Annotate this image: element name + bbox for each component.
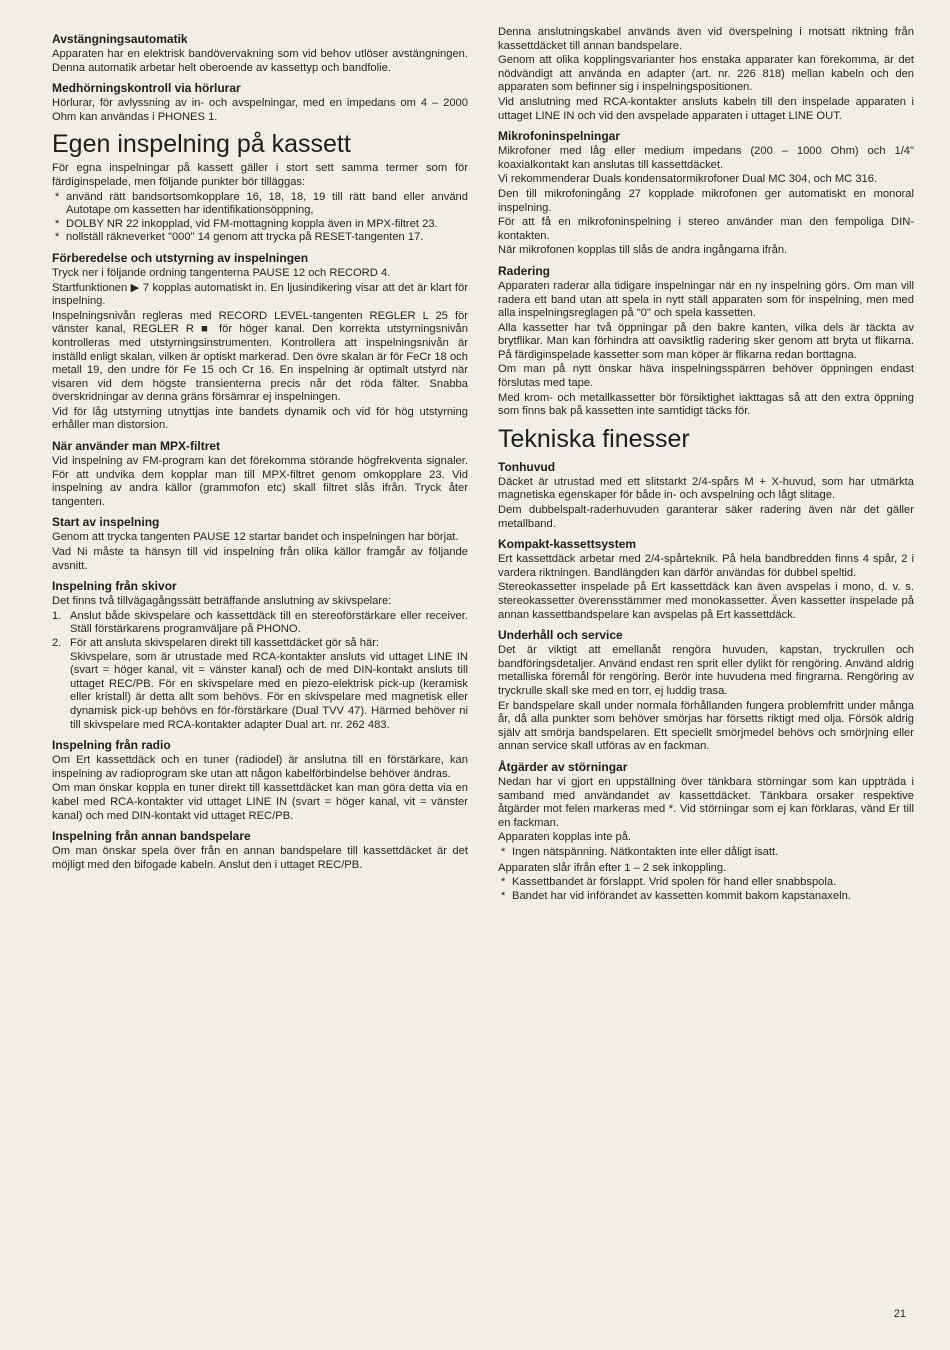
item-text: Anslut både skivspelare och kassettdäck till en stereoförstärkare eller receiver. Ställ förstärkarens programväljare på PHONO. [70,609,468,636]
paragraph: Vid inspelning av FM-program kan det förekomma störande högfrekventa signaler. För att undvika dem kopplar man till MPX-filtret genom omkopplare 23. Vid inspelning av andra källor (grammofon etc) skall filtret slås ifrån. Tryck åter tangenten. [52,455,468,508]
bullet-list [498,846,914,860]
paragraph: Tryck ner i följande ordning tangenterna PAUSE 12 och RECORD 4. [52,266,391,279]
paragraph: Skivspelare, som är utrustade med RCA-kontakter ansluts vid uttaget LINE IN (svart = höger kanal, vit = vänster kanal) och de med DIN-kontakt ansluts till uttaget REC/PB. För en skivspelare med en piezo-elektrisk pick-up (keramisk eller kristall) är detta allt som behövs. För en skivspelare med magnetisk eller dynamisk pick-up behövs en för-förstärkare (Dual TVV 47). Härmed behöver ni till skivspelare med RCA-kontakter adapter Dual art. nr. 262 483. [70,650,468,731]
numbered-list [52,610,468,651]
subheading: När använder man MPX-filtret [52,439,221,454]
paragraph: Om man önskar spela över från en annan bandspelare till kassettdäcket är det möjligt med den bifogade kabeln. Anslut den i uttaget REC/PB. [52,845,468,871]
page-number: 21 [893,1308,906,1320]
paragraph: Det finns två tillvägagångssätt beträffande anslutning av skivspelare: [52,595,392,608]
paragraph: Alla kassetter har två öppningar på den bakre kanten, vilka dels är täckta av brytflikar. Man kan förhindra att oavsiktlig radering sker genom att bryta ut flikarna. På färdiginspelade kassetter som man köper är flikarna redan borttagna. [498,321,914,361]
right-column [498,26,914,905]
paragraph: Dem dubbelspalt-raderhuvuden garanterar säker radering även när det gäller metallband. [498,504,914,530]
bullet-list [52,191,468,245]
paragraph: Om man på nytt önskar häva inspelningsspärren behöver öppningen endast förslutas med tape. [498,363,914,390]
paragraph: Med krom- och metallkassetter bör försiktighet iakttagas så att den extra öppning som finns bak på kassetten inte samtidigt täcks för. [498,391,914,418]
subheading: Underhåll och service [498,628,623,643]
subheading: Mikrofoninspelningar [498,129,621,144]
paragraph: Apparaten har en elektrisk bandövervakning som vid behov utlöser avstängningen. Denna automatik arbetar helt oberoende av kassettyp och bandfolie. [52,48,468,74]
list-item: * DOLBY NR 22 inkopplad, vid FM-mottagning koppla även in MPX-filtret 23. [52,218,468,232]
paragraph: Apparaten slår ifrån efter 1 – 2 sek inkoppling. [498,861,727,874]
paragraph: Apparaten kopplas inte på. [498,831,632,844]
subheading: Inspelning från skivor [52,579,177,594]
paragraph: Vid anslutning med RCA-kontakter ansluts kabeln till den inspelade apparaten i uttaget LINE IN och vid den avspelade apparaten i uttaget LINE OUT. [498,95,914,122]
list-item [52,610,468,637]
paragraph: Genom att trycka tangenten PAUSE 12 startar bandet och inspelningen har börjat. [52,531,459,544]
paragraph: Mikrofoner med låg eller medium impedans (200 – 1000 Ohm) och 1/4" koaxialkontakt kan anslutas till kassettdäcket. [498,145,914,171]
paragraph: Ert kassettdäck arbetar med 2/4-spårteknik. På hela bandbredden finns 4 spår, 2 i vardera riktningen. Bandlängden kan därför användas för dubbel speltid. [498,553,914,579]
subheading: Kompakt-kassettsystem [498,537,637,552]
list-item: * Ingen nätspänning. Nätkontakten inte eller dåligt isatt. [498,846,914,860]
paragraph: Hörlurar, för avlyssning av in- och avspelningar, med en impedans om 4 – 2000 Ohm kan användas i PHONES 1. [52,97,468,123]
paragraph: Vi rekommenderar Duals kondensatormikrofoner Dual MC 304, och MC 316. [498,173,878,186]
list-item: * Kassettbandet är förslappt. Vrid spolen för hand eller snabbspola. [498,876,914,890]
subheading: Start av inspelning [52,515,160,530]
paragraph: Om man önskar koppla en tuner direkt till kassettdäcket kan man göra detta via en kabel med RCA-kontakter vid uttaget LINE IN (svart = höger kanal, vit = vänster kanal) och med DIN-kontakt vid uttaget REC/PB. [52,782,468,822]
paragraph: Er bandspelare skall under normala förhållanden fungera problemfritt under många år, då alla punkter som behöver smörjas har försetts riktigt med olja. Försök aldrig själv att smörja bandspelaren. Ett speciellt smörjmedel behövs och smörjning eller annan service skall utföras av en fackman. [498,699,914,753]
paragraph: För att få en mikrofoninspelning i stereo använder man den fempoliga DIN-kontakten. [498,216,914,242]
paragraph: När mikrofonen kopplas till slås de andra ingångarna ifrån. [498,244,788,257]
paragraph: Inspelningsnivån regleras med RECORD LEVEL-tangenten REGLER L 25 för vänster kanal, REGLER R ■ för höger kanal. Den korrekta utstyrningsnivån kontrolleras med utstyrningsinstrumenten. Kontrollera att inspelningsnivån är inställd enligt skalan, vilken är optiskt markerad. Den övre skalan är för FeCr 18 och metall 19, den undre för Fe 15 och Cr 16. En inspelning är optimalt utstyrd när visaren vid dem högste transienterna precis når det röda fälter. Snabba överskridningar av denna gräns försämrar ej inspelningen. [52,309,468,404]
list-item: * använd rätt bandsortsomkopplare 16, 18, 18, 19 till rätt band eller använd Autotape om kassetten har identifikationsöppning, [52,191,468,218]
subheading: Tonhuvud [498,459,556,474]
paragraph: Vid för låg utstyrning utnyttjas inte bandets dynamik och vid för hög utstyrning erhåller man distorsion. [52,405,468,432]
paragraph: Genom att olika kopplingsvarianter hos enstaka apparater kan förekomma, är det nödvändigt att använda en adapter (art. nr. 226 818) mellan kabeln och den apparaten som befinner sig i inspelningspositionen. [498,54,914,94]
section-title: Tekniska finesser [498,424,690,453]
subheading: Åtgärder av störningar [498,759,628,774]
paragraph: För egna inspelningar på kassett gäller i stort sett samma termer som för färdiginspelade, men följande punkter bör tilläggas: [52,162,468,188]
subheading: Inspelning från radio [52,738,171,753]
subheading: Förberedelse och utstyrning av inspelningen [52,250,309,265]
paragraph: Däcket är utrustad med ett slitstarkt 2/4-spårs M + X-huvud, som har utmärkta magnetiska egenskaper för både in- och avspelning och lågt slitage. [498,475,914,502]
list-item [52,637,468,651]
list-item: * nollställ räkneverket "000" 14 genom att trycka på RESET-tangenten 17. [52,231,468,245]
list-item: * Bandet har vid införandet av kassetten kommit bakom kapstanaxeln. [498,890,914,904]
bullet-list [498,876,914,903]
subheading: Inspelning från annan bandspelare [52,829,251,844]
paragraph: Den till mikrofoningång 27 kopplade mikrofonen ger automatiskt en monoral inspelning. [498,187,914,214]
subheading: Medhörningskontroll via hörlurar [52,81,241,96]
paragraph: Denna anslutningskabel används även vid överspelning i motsatt riktning från kassettdäcket till annan bandspelare. [498,26,914,52]
item-text: För att ansluta skivspelaren direkt till kassettdäcket gör så här: [70,637,380,649]
paragraph: Om Ert kassettdäck och en tuner (radiodel) är anslutna till en förstärkare, kan inspelning av radioprogram ske utan att någon kabelförbindelse behöver ändras. [52,754,468,780]
paragraph: Startfunktionen ▶ 7 kopplas automatiskt in. En ljusindikering visar att det är klart för inspelning. [52,281,468,308]
section-title: Egen inspelning på kassett [52,130,351,159]
paragraph: Vad Ni måste ta hänsyn till vid inspelning från olika källor framgår av följande avsnitt. [52,546,468,572]
item-number: 1. [52,609,62,622]
paragraph: Det är viktigt att emellanåt rengöra huvuden, kapstan, tryckrullen och bandföringsdetaljer. Använd endast ren sprit eller dylikt för rengöring. Använd aldrig metalliska föremål för rengöring. Berör inte huvudena med fingrarna. Rengöring av tryckrulle skall ske med en torr, ej luddig trasa. [498,644,914,697]
subheading: Avstängningsautomatik [52,32,188,46]
paragraph: Nedan har vi gjort en uppställning över tänkbara störningar som kan uppträda i samband med användandet av kassettdäcket. Tänkbara orsaker respektive åtgärder mot felen markeras med *. Vid störningar som ej kan förklaras, vänd Er till en fackman. [498,775,914,829]
left-column [52,26,468,873]
item-number: 2. [52,637,62,649]
paragraph: Apparaten raderar alla tidigare inspelningar när en ny inspelning görs. Om man vill radera ett band utan att spela in nytt ställ apparaten som för inspelning, men med alla inspelningsreglagen på "0" och spela kassetten. [498,279,914,320]
subheading: Radering [498,263,551,278]
paragraph: Stereokassetter inspelade på Ert kassettdäck kan även avspelas i mono, d. v. s. stereokassetter överensstämmer med monokassetter. Även kassetter inspelade på annan kassettbandspelare kan avspelas på Ert kassettdäck. [498,581,914,621]
